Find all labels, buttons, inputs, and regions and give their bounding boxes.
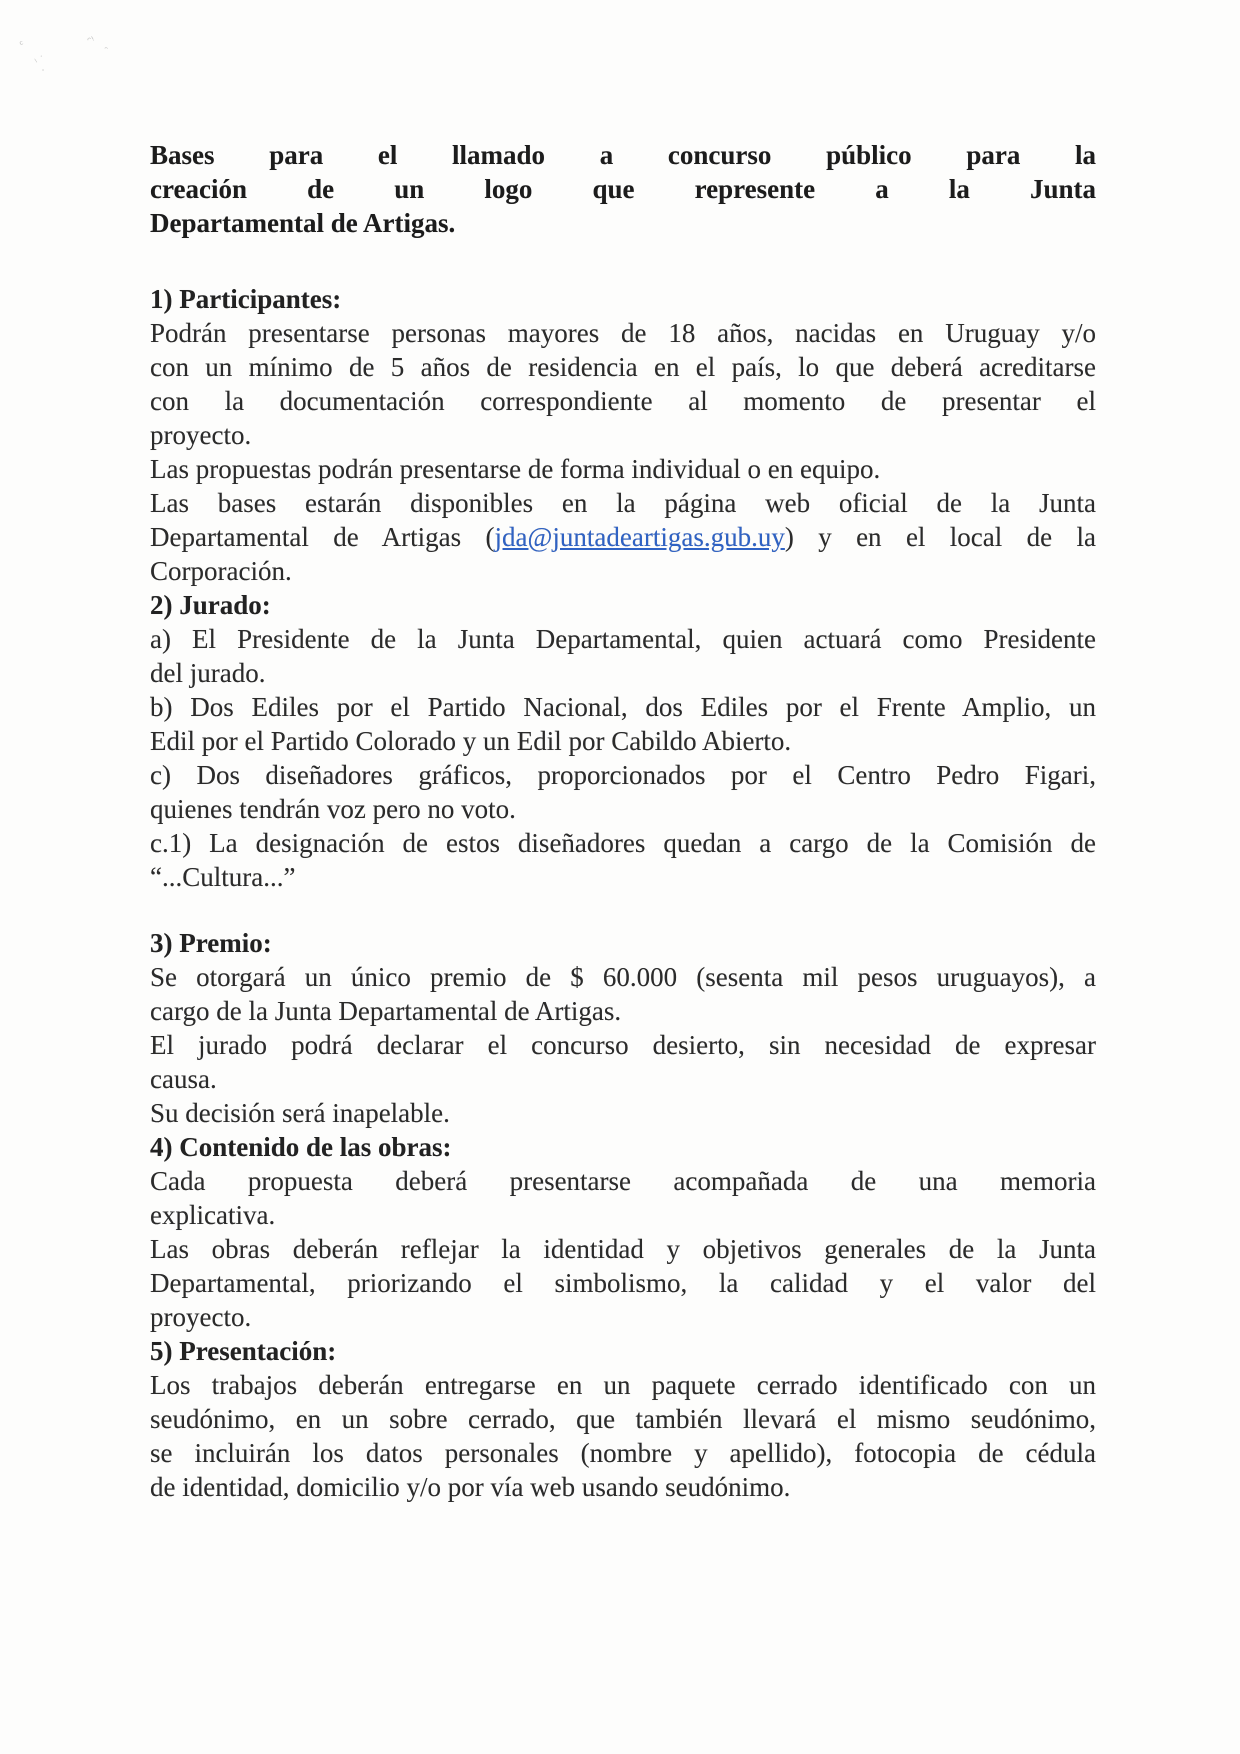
body-line: de identidad, domicilio y/o por vía web usando seudónimo.: [150, 1472, 791, 1502]
scan-artifact: ᵔᵎ: [85, 33, 98, 48]
body-line: con la documentación correspondiente al momento de presentar el: [150, 386, 1096, 416]
body-line: Las bases estarán disponibles en la página web oficial de la Junta: [150, 488, 1096, 518]
body-line: del jurado.: [150, 658, 266, 688]
title-line: Departamental de Artigas.: [150, 208, 456, 238]
body-line: c.1) La designación de estos diseñadores quedan a cargo de la Comisión de: [150, 828, 1096, 858]
body-line: b) Dos Ediles por el Partido Nacional, dos Ediles por el Frente Amplio, un: [150, 692, 1096, 722]
body-line: Edil por el Partido Colorado y un Edil por Cabildo Abierto.: [150, 726, 792, 756]
title-line: Bases para el llamado a concurso público para la: [150, 140, 1096, 170]
body-line: Su decisión será inapelable.: [150, 1098, 450, 1128]
section-heading-premio: 3) Premio:: [150, 928, 272, 958]
scan-artifact: ˒: [42, 66, 45, 75]
document-title: [150, 138, 1096, 240]
email-link[interactable]: jda@juntadeartigas.gub.uy: [494, 522, 785, 552]
body-line: “...Cultura...”: [150, 862, 296, 892]
link-line-before: Departamental de Artigas (: [150, 522, 495, 552]
scan-artifact: ᶜ: [18, 37, 26, 52]
body-line: a) El Presidente de la Junta Departamental, quien actuará como Presidente: [150, 624, 1096, 654]
body-line: Las obras deberán reflejar la identidad y objetivos generales de la Junta: [150, 1234, 1096, 1264]
body-line: proyecto.: [150, 420, 252, 450]
body-line: causa.: [150, 1064, 217, 1094]
body-line: Los trabajos deberán entregarse en un paquete cerrado identificado con un: [150, 1370, 1096, 1400]
section-heading-jurado: 2) Jurado:: [150, 590, 271, 620]
body-line: Las propuestas podrán presentarse de forma individual o en equipo.: [150, 454, 881, 484]
body-line: se incluirán los datos personales (nombre y apellido), fotocopia de cédula: [150, 1438, 1096, 1468]
body-line: El jurado podrá declarar el concurso desierto, sin necesidad de expresar: [150, 1030, 1096, 1060]
section-heading-presentacion: 5) Presentación:: [150, 1336, 337, 1366]
scan-artifact: ⸜˙: [32, 54, 44, 66]
body-line: Se otorgará un único premio de $ 60.000 (sesenta mil pesos uruguayos), a: [150, 962, 1096, 992]
body-line: con un mínimo de 5 años de residencia en el país, lo que deberá acreditarse: [150, 352, 1096, 382]
body-line: quienes tendrán voz pero no voto.: [150, 794, 516, 824]
body-line: Cada propuesta deberá presentarse acompañada de una memoria: [150, 1166, 1096, 1196]
body-line: proyecto.: [150, 1302, 252, 1332]
body-line: seudónimo, en un sobre cerrado, que también llevará el mismo seudónimo,: [150, 1404, 1096, 1434]
body-line-with-link: [150, 520, 1096, 554]
document-body: [150, 138, 1096, 1504]
body-line: Corporación.: [150, 556, 292, 586]
body-line: Podrán presentarse personas mayores de 18 años, nacidas en Uruguay y/o: [150, 318, 1096, 348]
title-line: creación de un logo que represente a la Junta: [150, 174, 1096, 204]
body-line: cargo de la Junta Departamental de Artigas.: [150, 996, 622, 1026]
body-line: explicativa.: [150, 1200, 276, 1230]
section-heading-participantes: 1) Participantes:: [150, 284, 342, 314]
body-line: Departamental, priorizando el simbolismo, la calidad y el valor del: [150, 1268, 1096, 1298]
section-heading-contenido: 4) Contenido de las obras:: [150, 1132, 452, 1162]
link-line-after: ) y en el local de la: [784, 522, 1096, 552]
body-line: c) Dos diseñadores gráficos, proporcionados por el Centro Pedro Figari,: [150, 760, 1096, 790]
scan-artifact: ᵔ: [103, 45, 109, 57]
